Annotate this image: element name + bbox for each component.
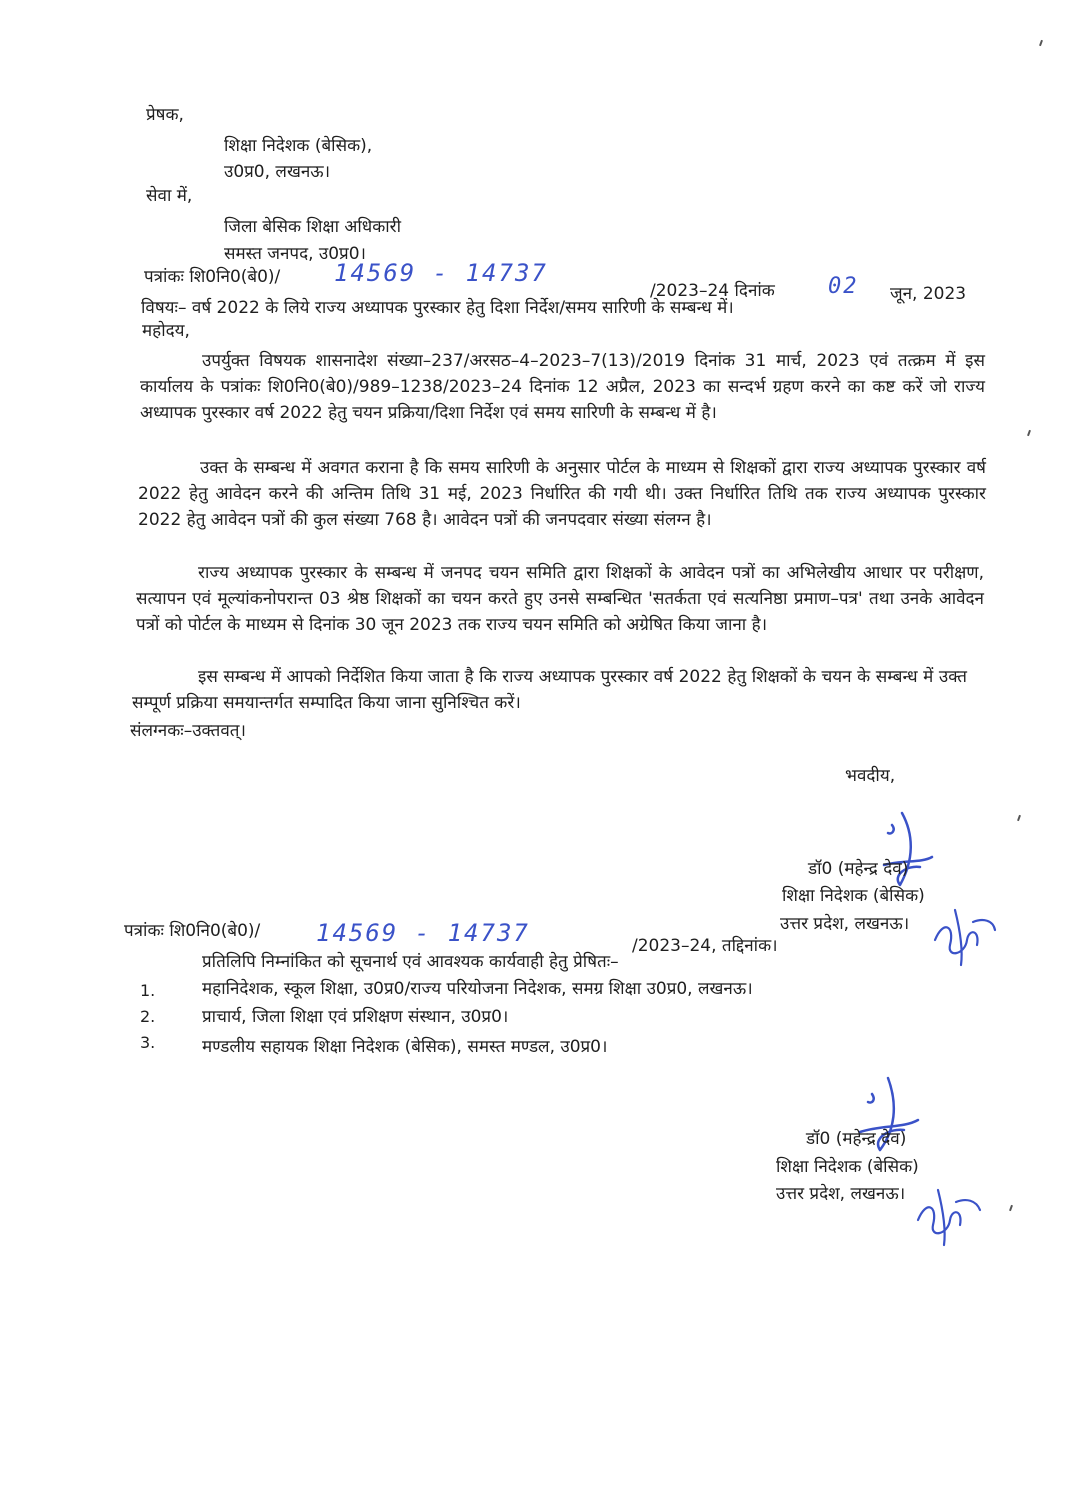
sender-line1: शिक्षा निदेशक (बेसिक), (224, 136, 373, 156)
recipient-label: सेवा में, (146, 186, 193, 206)
closing: भवदीय, (845, 766, 896, 786)
signature-1-mark (862, 805, 942, 895)
subject: विषयः– वर्ष 2022 के लिये राज्य अध्यापक पुरस्कार हेतु दिशा निर्देश/समय सारिणी के सम्बन्ध में। (141, 298, 734, 318)
ref-day-handwritten: 02 (828, 274, 859, 299)
copy-item-number: 3. (140, 1033, 156, 1052)
copy-item-number: 1. (140, 981, 156, 1000)
initials-1-mark (925, 900, 1000, 970)
paragraph-3: राज्य अध्यापक पुरस्कार के सम्बन्ध में जनपद चयन समिति द्वारा शिक्षकों के आवेदन पत्रों का अभिलेखीय आधार पर परीक्षण, सत्यापन एवं मूल्यांकनोपरान्त 03 श्रेष्ठ शिक्षकों का चयन करते हुए उनसे सम्बन्धित 'सतर्कता एवं सत्यनिष्ठा प्रमाण–पत्र' तथा उनके आवेदन पत्रों को पोर्टल के माध्यम से दिनांक 30 जून 2023 तक राज्य चयन समिति को अग्रेषित किया जाना है। (136, 563, 984, 635)
signature-2-place: उत्तर प्रदेश, लखनऊ। (776, 1184, 906, 1204)
paragraph-4: इस सम्बन्ध में आपको निर्देशित किया जाता है कि राज्य अध्यापक पुरस्कार वर्ष 2022 हेतु शिक्षकों के चयन के सम्बन्ध में उक्त सम्पूर्ण प्रक्रिया समयान्तर्गत सम्पादित किया जाना सुनिश्चित करें। (132, 667, 967, 713)
ref-month-year: जून, 2023 (890, 284, 967, 304)
paragraph-1: उपर्युक्त विषयक शासनादेश संख्या–237/अरसठ–4–2023–7(13)/2019 दिनांक 31 मार्च, 2023 एवं तत्क्रम में इस कार्यालय के पत्रांकः शि0नि0(बे0)/989–1238/2023–24 दिनांक 12 अप्रैल, 2023 का सन्दर्भ ग्रहण करने का कष्ट करें जो राज्य अध्यापक पुरस्कार वर्ष 2022 हेतु चयन प्रक्रिया/दिशा निर्देश एवं समय सारिणी के सम्बन्ध में है। (140, 351, 985, 423)
signature-1-title: शिक्षा निदेशक (बेसिक) (782, 886, 925, 906)
ref-number-handwritten: 14569 - 14737 (334, 259, 548, 287)
margin-speck (1039, 40, 1043, 46)
ref-prefix: पत्रांकः शि0नि0(बे0)/ (144, 267, 281, 287)
copy-item-text: मण्डलीय सहायक शिक्षा निदेशक (बेसिक), समस्त मण्डल, उ0प्र0। (202, 1037, 608, 1057)
copy-ref-prefix: पत्रांकः शि0नि0(बे0)/ (124, 921, 261, 941)
copy-ref-number-handwritten: 14569 - 14737 (316, 919, 530, 947)
copy-intro: प्रतिलिपि निम्नांकित को सूचनार्थ एवं आवश्यक कार्यवाही हेतु प्रेषितः– (202, 952, 619, 972)
copy-item-text: प्राचार्य, जिला शिक्षा एवं प्रशिक्षण संस्थान, उ0प्र0। (202, 1007, 509, 1027)
paragraph-2: उक्त के सम्बन्ध में अवगत कराना है कि समय सारिणी के अनुसार पोर्टल के माध्यम से शिक्षकों द्वारा राज्य अध्यापक पुरस्कार वर्ष 2022 हेतु आवेदन करने की अन्तिम तिथि 31 मई, 2023 निर्धारित की गयी थी। उक्त निर्धारित तिथि तक राज्य अध्यापक पुरस्कार 2022 हेतु आवेदन पत्रों की कुल संख्या 768 है। आवेदन पत्रों की जनपदवार संख्या संलग्न है। (138, 458, 986, 530)
salutation: महोदय, (142, 321, 190, 341)
margin-speck (1009, 1205, 1013, 1211)
recipient-line2: समस्त जनपद, उ0प्र0। (224, 244, 366, 264)
signature-1-name: डॉ0 (महेन्द्र देव) (808, 859, 909, 879)
margin-speck (1017, 815, 1021, 821)
sender-line2: उ0प्र0, लखनऊ। (224, 162, 331, 182)
enclosure: संलग्नकः–उक्तवत्। (130, 721, 246, 741)
recipient-line1: जिला बेसिक शिक्षा अधिकारी (224, 217, 402, 237)
signature-2-name: डॉ0 (महेन्द्र देव) (806, 1129, 907, 1149)
ref-year: /2023–24 दिनांक (650, 281, 775, 301)
signature-2-title: शिक्षा निदेशक (बेसिक) (776, 1157, 919, 1177)
signature-1-place: उत्तर प्रदेश, लखनऊ। (780, 914, 910, 934)
copy-ref-suffix: /2023–24, तद्दिनांक। (632, 936, 778, 956)
copy-item-number: 2. (140, 1007, 156, 1026)
copy-item-text: महानिदेशक, स्कूल शिक्षा, उ0प्र0/राज्य परियोजना निदेशक, समग्र शिक्षा उ0प्र0, लखनऊ। (202, 979, 753, 999)
margin-speck (1027, 430, 1031, 436)
initials-2-mark (908, 1180, 988, 1250)
sender-label: प्रेषक, (146, 105, 184, 125)
